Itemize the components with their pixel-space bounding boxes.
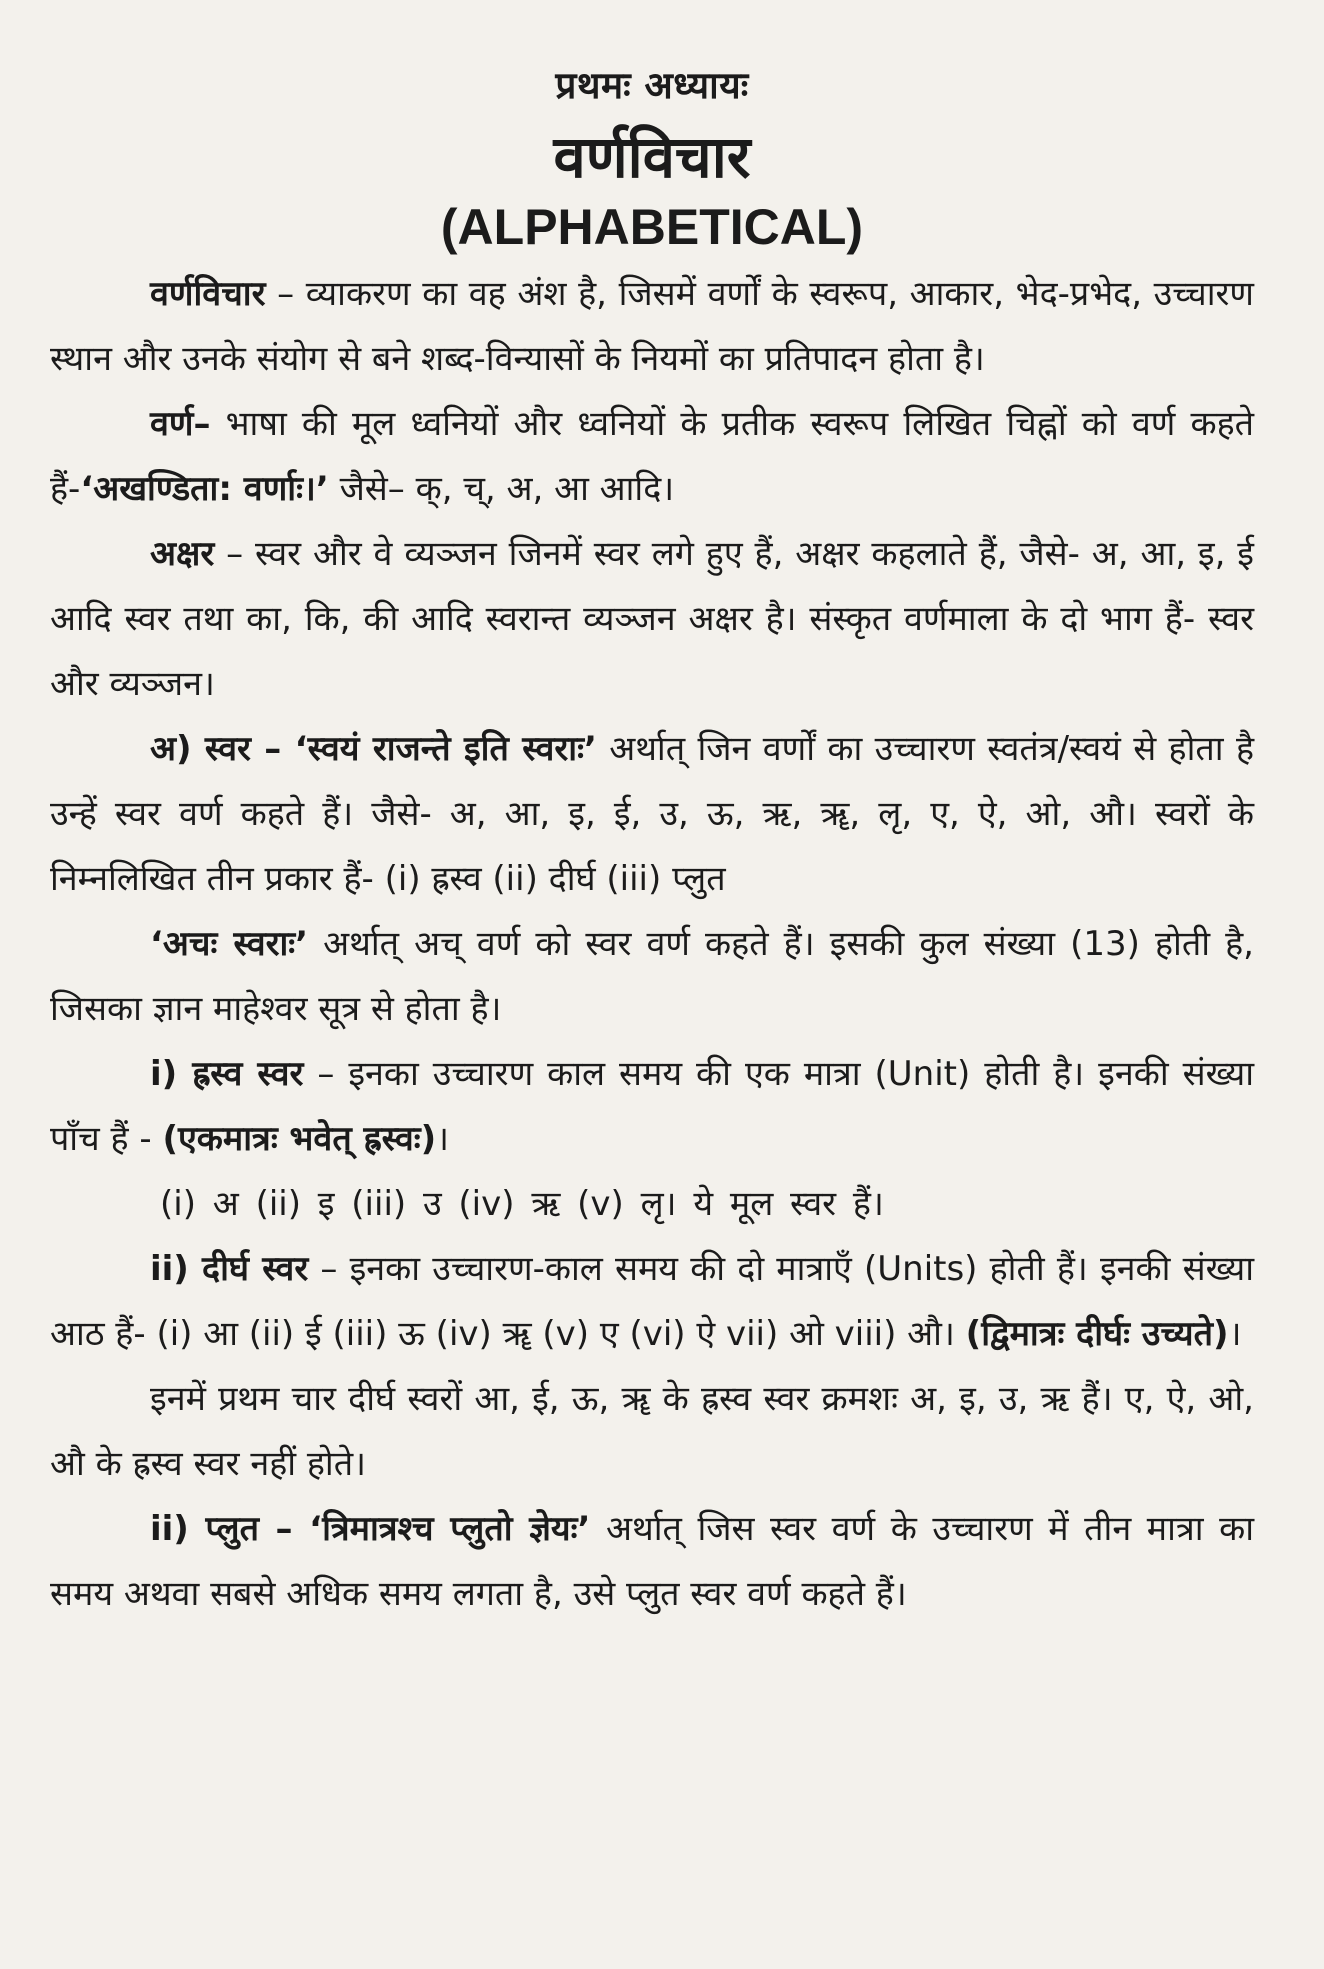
paragraph-akshar (50, 522, 1254, 717)
definition-hrasva-swar: – इनका उच्चारण काल समय की एक मात्रा (Unit) होती है। इनकी संख्या पाँच हैं - (50, 1054, 1254, 1159)
definition-varna: भाषा की मूल ध्वनियों और ध्वनियों के प्रतीक स्वरूप लिखित चिह्नों को वर्ण कहते हैं- (50, 404, 1254, 509)
definition-dirgha-swar: – इनका उच्चारण-काल समय की दो मात्राएँ (Units) होती हैं। इनकी संख्या आठ हैं- (i) आ (ii) ई (iii) ऊ (iv) ॠ (v) ए (vi) ऐ vii) ओ viii) औ। (50, 1249, 1254, 1354)
quote-dvimatra: (द्विमात्रः दीर्घः उच्यते) (965, 1314, 1229, 1354)
paragraph-varnavichar (50, 262, 1254, 392)
paragraph-varna (50, 392, 1254, 522)
paragraph-pluta (50, 1497, 1254, 1627)
definition-varnavichar: – व्याकरण का वह अंश है, जिसमें वर्णों के स्वरूप, आकार, भेद-प्रभेद, उच्चारण स्थान और उनके संयोग से बने शब्द-विन्यासों के नियमों का प्रतिपादन होता है। (50, 274, 1254, 379)
dirgha-end: । (1228, 1314, 1242, 1354)
definition-ach-swara: अर्थात् अच् वर्ण को स्वर वर्ण कहते हैं। इसकी कुल संख्या (13) होती है, जिसका ज्ञान माहेश्वर सूत्र से होता है। (50, 924, 1254, 1029)
term-pluta: ii) प्लुत – ‘त्रिमात्रश्च प्लुतो ज्ञेयः’ (150, 1509, 591, 1549)
paragraph-swar (50, 717, 1254, 912)
page-subtitle: (ALPHABETICAL) (440, 199, 864, 255)
definition-pluta: अर्थात् जिस स्वर वर्ण के उच्चारण में तीन मात्रा का समय अथवा सबसे अधिक समय लगता है, उसे प्लुत स्वर वर्ण कहते हैं। (50, 1509, 1255, 1614)
hrasva-list: (i) अ (ii) इ (iii) उ (iv) ऋ (v) लृ। ये मूल स्वर हैं। (160, 1184, 884, 1224)
term-varna: वर्ण– (150, 404, 211, 444)
paragraph-hrasva-swar (50, 1042, 1254, 1172)
paragraph-dirgha-note (50, 1367, 1254, 1497)
quote-ekamatra: (एकमात्रः भवेत् ह्रस्वः) (162, 1119, 437, 1159)
examples-varna: जैसे– क्, च्, अ, आ आदि। (328, 469, 675, 509)
term-ach-swara: ‘अचः स्वराः’ (150, 924, 309, 964)
paragraph-ach-swara (50, 912, 1254, 1042)
definition-swar: अर्थात् जिन वर्णों का उच्चारण स्वतंत्र/स्वयं से होता है उन्हें स्वर वर्ण कहते हैं। जैसे- अ, आ, इ, ई, उ, ऊ, ऋ, ॠ, लृ, ए, ऐ, ओ, औ। स्वरों के निम्नलिखित तीन प्रकार हैं- (i) ह्रस्व (ii) दीर्घ (iii) प्लुत (50, 729, 1254, 899)
chapter-heading: प्रथमः अध्यायः (555, 64, 749, 107)
page-title: वर्णविचार (553, 123, 751, 191)
term-swar: अ) स्वर – ‘स्वयं राजन्ते इति स्वराः’ (150, 729, 597, 769)
paragraph-dirgha-swar (50, 1237, 1254, 1367)
quote-akhandita: ‘अखण्डिता: वर्णाः।’ (80, 469, 329, 509)
dirgha-note-text: इनमें प्रथम चार दीर्घ स्वरों आ, ई, ऊ, ॠ के ह्रस्व स्वर क्रमशः अ, इ, उ, ऋ हैं। ए, ऐ, ओ, औ के ह्रस्व स्वर नहीं होते। (50, 1379, 1254, 1484)
hrasva-end: । (436, 1119, 450, 1159)
term-hrasva-swar: i) ह्रस्व स्वर (150, 1054, 304, 1094)
definition-akshar: – स्वर और वे व्यञ्जन जिनमें स्वर लगे हुए हैं, अक्षर कहलाते हैं, जैसे- अ, आ, इ, ई आदि स्वर तथा का, कि, की आदि स्वरान्त व्यञ्जन अक्षर है। संस्कृत वर्णमाला के दो भाग हैं- स्वर और व्यञ्जन। (50, 534, 1254, 704)
term-akshar: अक्षर (150, 534, 215, 574)
term-varnavichar: वर्णविचार (150, 274, 266, 314)
term-dirgha-swar: ii) दीर्घ स्वर (150, 1249, 309, 1289)
